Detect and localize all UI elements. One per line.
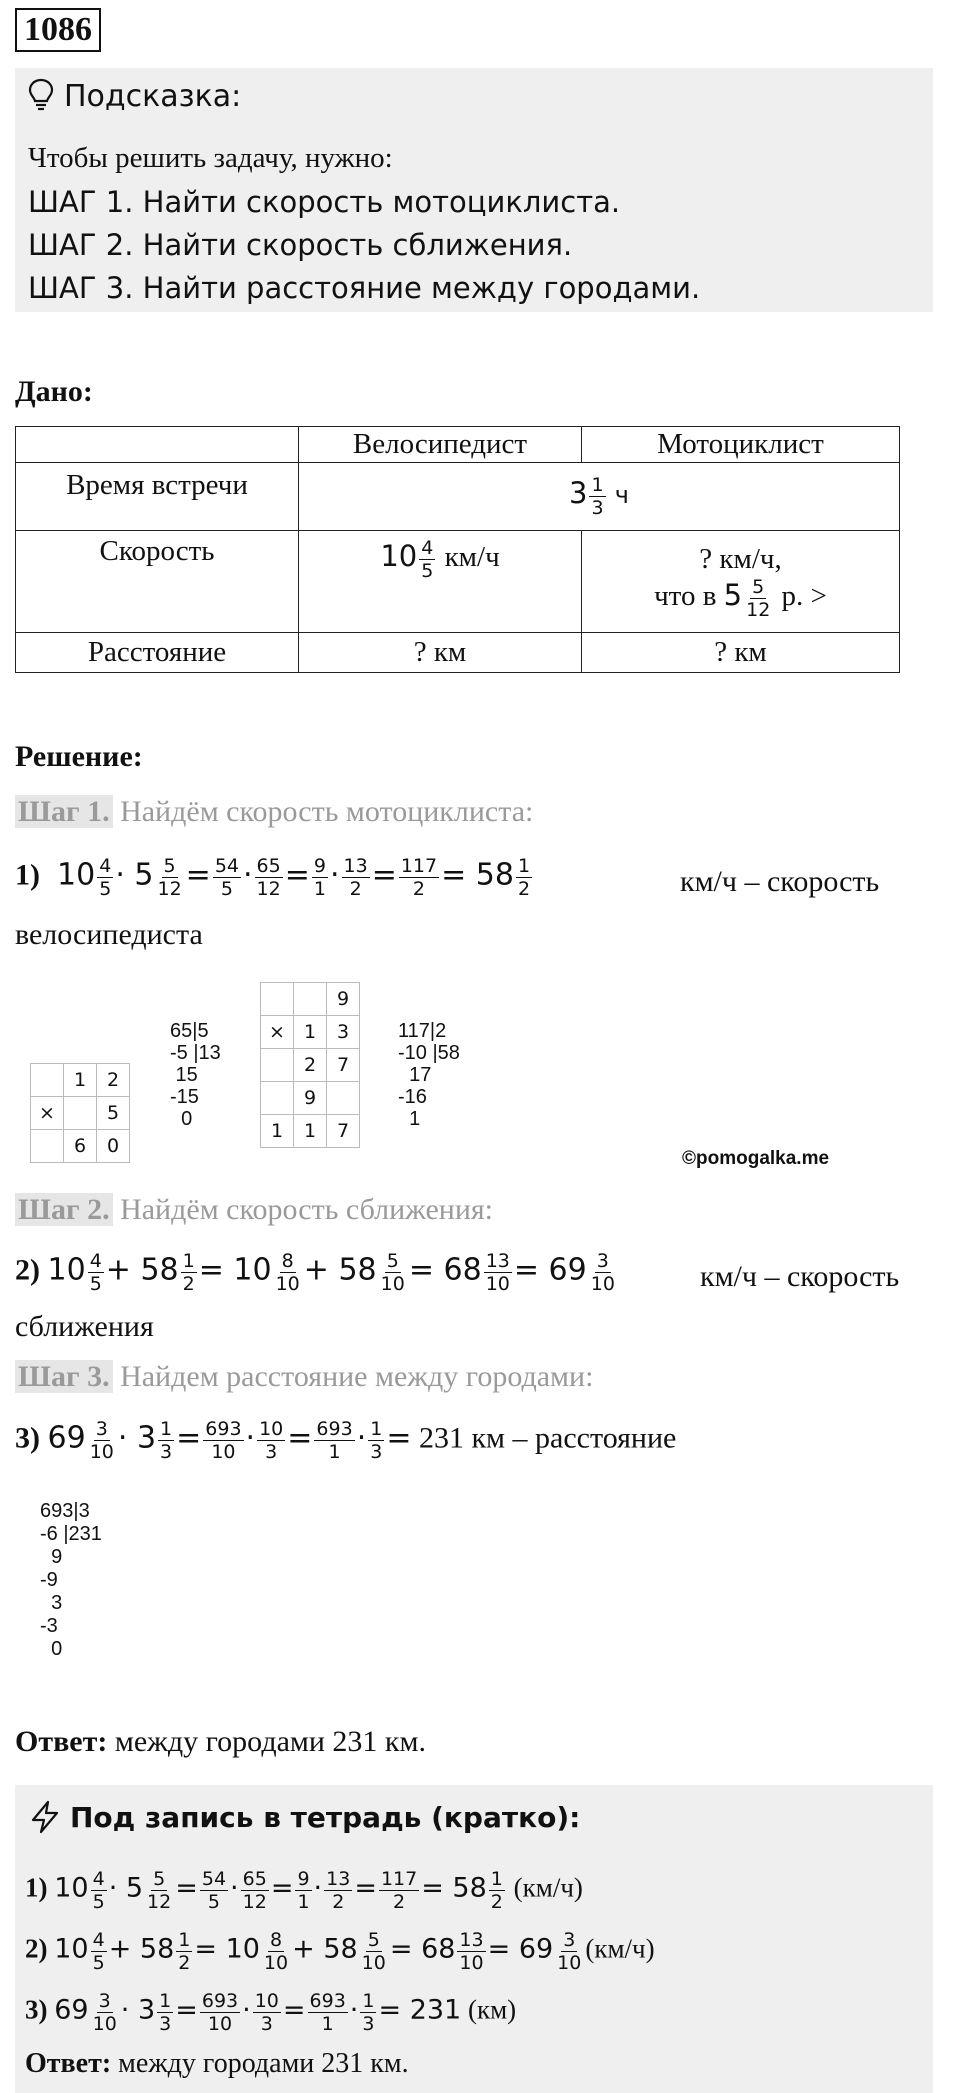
hint-step-text: Найти расстояние между городами.	[142, 271, 701, 305]
step1-label: Шаг 1.	[15, 795, 113, 828]
eq2-continuation: сближения	[15, 1310, 154, 1343]
watermark: ©pomogalka.me	[682, 1148, 830, 1169]
step3-label: Шаг 3.	[15, 1360, 113, 1393]
long-division-1: 65|5 -5 |13 15 -15 0	[170, 1020, 221, 1130]
time-fraction	[589, 474, 605, 519]
hint-step-text: Найти скорость сближения.	[142, 228, 573, 262]
eq1-label: 1)	[15, 858, 40, 892]
eq1-tail: км/ч – скорость	[680, 865, 880, 898]
answer-label: Ответ:	[15, 1725, 108, 1758]
eq1-continuation: велосипедиста	[15, 918, 203, 951]
step2-text: Найдём скорость сближения:	[120, 1193, 494, 1226]
v1-unit: км/ч	[444, 541, 500, 574]
fraction-den: 12	[746, 598, 771, 621]
row-distance-label: Расстояние	[16, 633, 299, 673]
v2-whole: 5	[723, 577, 743, 612]
equation-3: 3) 69 $\frac{3}{10}$ · 3 $\frac{1}{3}$ = $\frac{693}{10}$ · $\frac{10}{3}$ = $\frac{693}{1}$ · $\frac{1}{3}$ = 231 км – расстояние	[15, 1418, 677, 1463]
notebook-eq2-unit: (км/ч)	[585, 1933, 655, 1964]
moto-speed-line1: ? км/ч,	[699, 542, 782, 575]
row-speed-label: Скорость	[16, 531, 299, 633]
time-whole: 3	[569, 476, 588, 511]
notebook-answer-text: между городами 231 км.	[118, 2048, 409, 2079]
fraction-den: 5	[421, 560, 434, 582]
notebook-answer	[25, 2048, 409, 2080]
notebook-eq-2: 2) 10 $\frac{4}{5}$ + 58 $\frac{1}{2}$ = 10 $\frac{8}{10}$ + 58 $\frac{5}{10}$ = 68 $\frac{13}{10}$ = 69 $\frac{3}{10}$ (км/ч)	[25, 1929, 655, 1974]
fraction-num: 1	[591, 474, 604, 496]
row-time-label: Время встречи	[16, 463, 299, 531]
cyclist-distance: ? км	[299, 633, 582, 673]
fraction-num: 5	[752, 575, 765, 598]
hint-step-1	[28, 185, 620, 219]
notebook-eq-3: 3) 69 $\frac{3}{10}$ · 3 $\frac{1}{3}$ = $\frac{693}{10}$ · $\frac{10}{3}$ = $\frac{693}{1}$ · $\frac{1}{3}$ = 231 (км)	[25, 1990, 517, 2035]
fraction-den: 3	[591, 497, 604, 519]
v2-fraction	[744, 576, 772, 621]
multiplication-grid-1: 1 2 × 5 6 0	[30, 1063, 130, 1163]
moto-distance: ? км	[582, 633, 900, 673]
answer	[15, 1725, 426, 1759]
long-division-2: 117|2 -10 |58 17 -16 1	[398, 1020, 460, 1130]
hint-step-3	[28, 271, 700, 305]
hint-title-text: Подсказка:	[64, 79, 242, 114]
step1-text: Найдём скорость мотоциклиста:	[120, 795, 534, 828]
hint-step-label: ШАГ 1.	[28, 185, 134, 219]
given-title: Дано:	[15, 375, 93, 408]
eq2-tail: км/ч – скорость	[700, 1260, 900, 1293]
header-motorcyclist: Мотоциклист	[582, 427, 900, 463]
header-empty	[16, 427, 299, 463]
notebook-title-text: Под запись в тетрадь (кратко):	[70, 1801, 581, 1834]
v1-whole: 10	[380, 539, 418, 574]
solution-title: Решение:	[15, 740, 143, 773]
equation-2: 2) 10 $\frac{4}{5}$ + 58 $\frac{1}{2}$ = 10 $\frac{8}{10}$ + 58 $\frac{5}{10}$ = 68 $\frac{13}{10}$ = 69 $\frac{3}{10}$	[15, 1250, 615, 1295]
time-unit: ч	[614, 481, 629, 510]
notebook-title	[28, 1800, 580, 1834]
hint-title	[28, 78, 241, 114]
step2-label: Шаг 2.	[15, 1193, 113, 1226]
equation-1: 1) 10 $\frac{4}{5}$ · 5 $\frac{5}{12}$ = $\frac{54}{5}$ · $\frac{65}{12}$ = $\frac{9}{1}$ · $\frac{13}{2}$ = $\frac{117}{2}$ = 58 $\frac{1}{2}$	[15, 855, 531, 900]
eq3-label: 3)	[15, 1421, 40, 1455]
hint-step-label: ШАГ 2.	[28, 228, 134, 262]
lightbulb-icon	[28, 78, 54, 112]
moto-speed	[582, 531, 900, 633]
moto-speed-post: р. >	[781, 579, 827, 612]
eq3-tail: 231 км – расстояние	[418, 1421, 677, 1455]
lightning-icon	[28, 1800, 62, 1834]
notebook-eq1-unit: (км/ч)	[513, 1872, 583, 1903]
hint-step-text: Найти скорость мотоциклиста.	[142, 185, 621, 219]
moto-speed-pre: что в	[654, 579, 717, 612]
fraction-num: 4	[421, 537, 434, 559]
step3-text: Найдем расстояние между городами:	[120, 1360, 594, 1393]
task-number: 1086	[15, 8, 101, 52]
eq2-label: 2)	[15, 1253, 40, 1287]
notebook-eq3-unit: (км)	[467, 1994, 517, 2025]
cyclist-speed	[299, 531, 582, 633]
notebook-eq-1: 1) 10 $\frac{4}{5}$ · 5 $\frac{5}{12}$ = $\frac{54}{5}$ · $\frac{65}{12}$ = $\frac{9}{1}$ · $\frac{13}{2}$ = $\frac{117}{2}$ = 58 $\frac{1}{2}$ (км/ч)	[25, 1868, 583, 1913]
header-cyclist: Велосипедист	[299, 427, 582, 463]
hint-intro: Чтобы решить задачу, нужно:	[28, 142, 393, 174]
step2-heading	[15, 1193, 493, 1227]
multiplication-grid-2: 9 × 1 3 2 7 9 1 1 7	[260, 982, 360, 1148]
long-division-3: 693|3 -6 |231 9 -9 3 -3 0	[40, 1500, 102, 1660]
answer-text: между городами 231 км.	[114, 1725, 426, 1758]
step1-heading	[15, 795, 533, 829]
step3-heading	[15, 1360, 593, 1394]
time-value	[299, 463, 900, 531]
hint-step-2	[28, 228, 572, 262]
notebook-answer-label: Ответ:	[25, 2048, 112, 2079]
given-table	[15, 426, 900, 673]
v1-fraction	[419, 537, 435, 582]
hint-step-label: ШАГ 3.	[28, 271, 134, 305]
